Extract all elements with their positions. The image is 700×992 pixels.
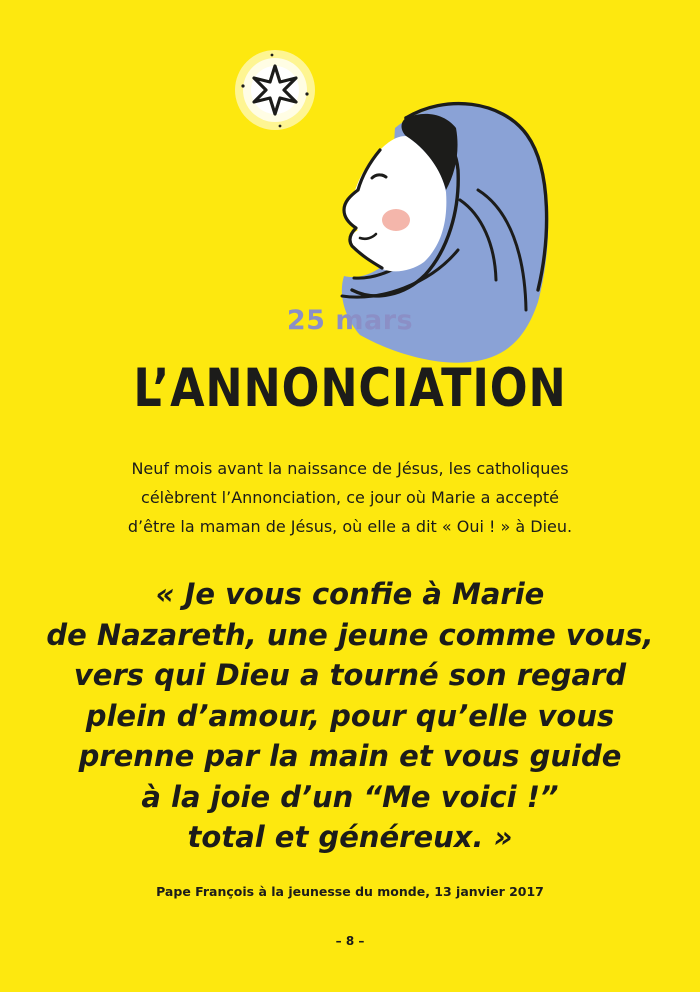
quote-line: plein d’amour, pour qu’elle vous	[85, 698, 615, 733]
quote-attribution: Pape François à la jeunesse du monde, 13 janvier 2017	[156, 884, 544, 899]
quote-line: de Nazareth, une jeune comme vous,	[46, 617, 654, 652]
date-label: 25 mars	[286, 305, 414, 336]
intro-line: célèbrent l’Annonciation, ce jour où Marie a accepté	[141, 488, 559, 507]
star-icon	[235, 50, 315, 130]
quote-line: à la joie d’un “Me voici !”	[141, 779, 559, 814]
quote-line: prenne par la main et vous guide	[78, 739, 622, 773]
quote-block	[30, 574, 670, 858]
quote-line: « Je vous confie à Marie	[155, 577, 545, 611]
quote-line: total et généreux. »	[187, 820, 513, 854]
page-title: L’ANNONCIATION	[133, 358, 567, 419]
intro-line: Neuf mois avant la naissance de Jésus, les catholiques	[131, 459, 569, 478]
page-number: – 8 –	[335, 934, 365, 948]
quote-line: vers qui Dieu a tourné son regard	[73, 658, 627, 692]
intro-line: d’être la maman de Jésus, où elle a dit « Oui ! » à Dieu.	[127, 517, 573, 536]
intro-paragraph	[60, 454, 640, 541]
